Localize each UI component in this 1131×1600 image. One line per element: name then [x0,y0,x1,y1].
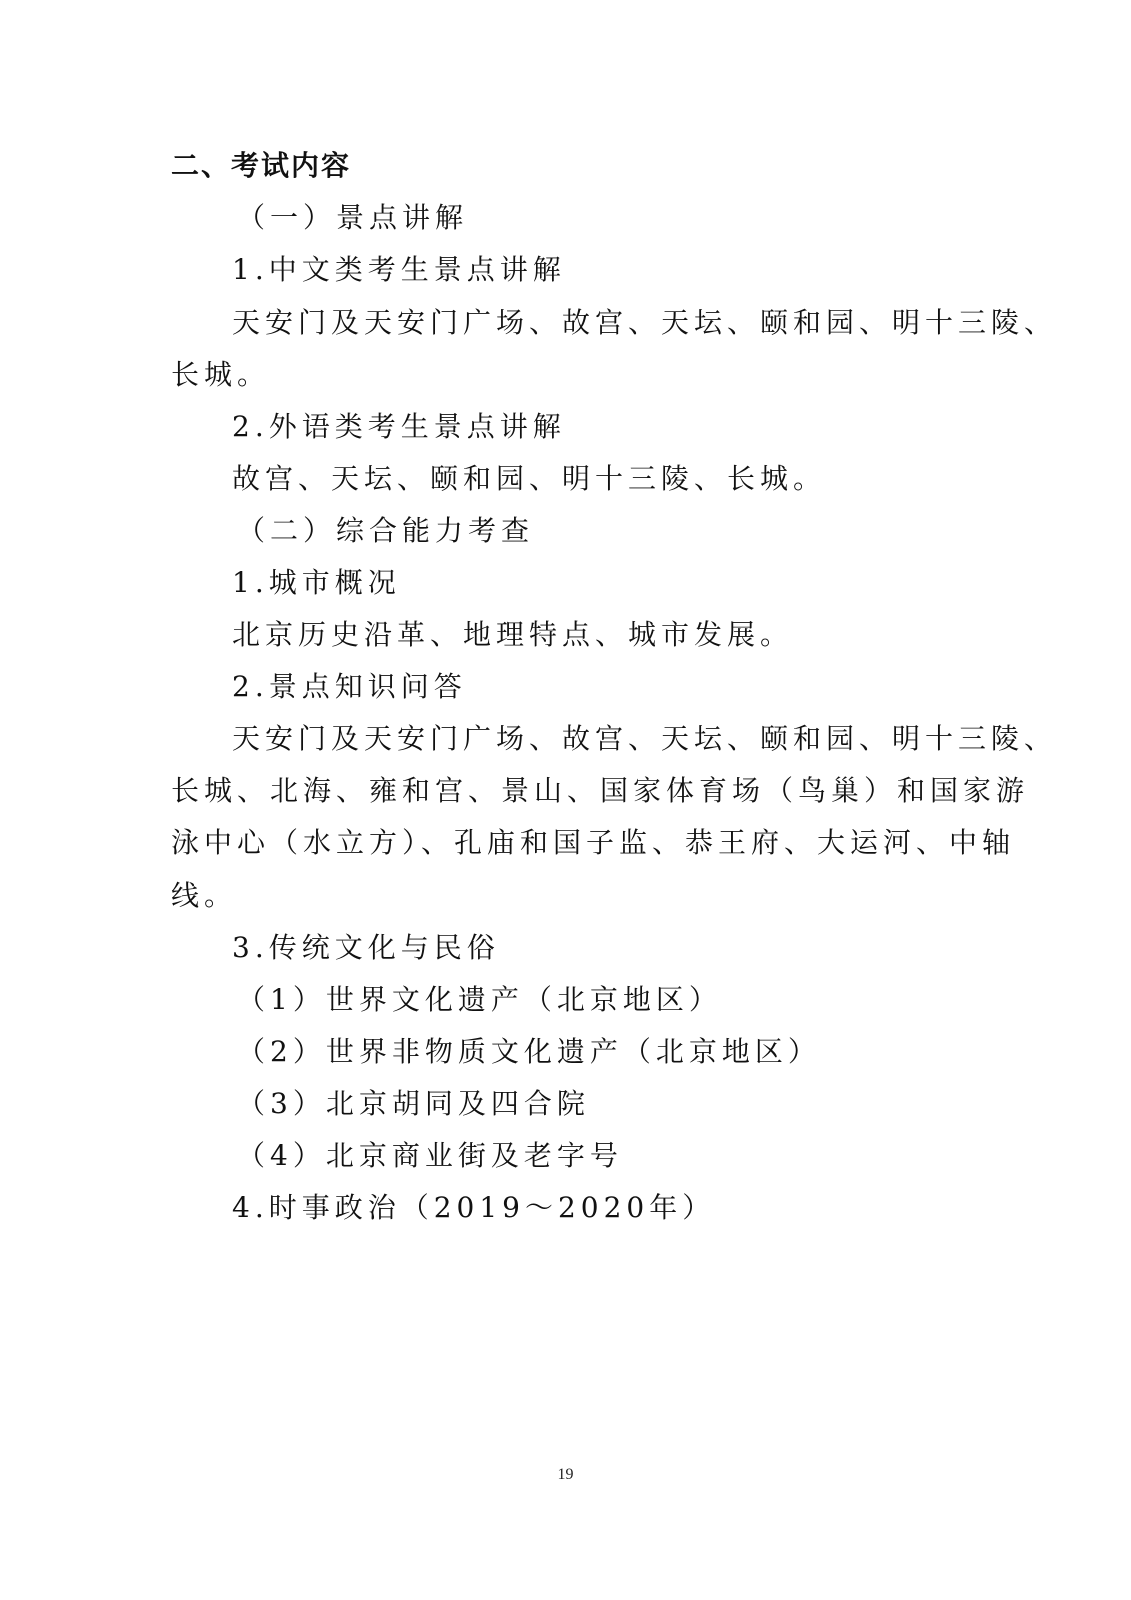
part2-item2-body-line1: 天安门及天安门广场、故宫、天坛、颐和园、明十三陵、 [232,722,1058,755]
part1-item1-body-line2: 长城。 [171,358,271,391]
part1-heading: （一）景点讲解 [237,201,469,234]
part2-item3-subitem: （2）世界非物质文化遗产（北京地区） [237,1035,821,1068]
part1-item2-body: 故宫、天坛、颐和园、明十三陵、长城。 [232,462,827,495]
part2-item3-title: 3.传统文化与民俗 [232,931,500,964]
part2-item2-body-line2: 长城、北海、雍和宫、景山、国家体育场（鸟巢）和国家游 [171,774,1030,807]
part1-item2-title: 2.外语类考生景点讲解 [232,410,566,443]
part2-item1-body: 北京历史沿革、地理特点、城市发展。 [232,618,794,651]
part2-item2-title: 2.景点知识问答 [232,670,467,703]
page-number: 19 [557,1466,574,1483]
part2-item3-subitem: （1）世界文化遗产（北京地区） [237,983,722,1016]
part2-item3-subitem: （4）北京商业街及老字号 [237,1139,623,1172]
part2-item3-subitem: （3）北京胡同及四合院 [237,1087,590,1120]
part1-item1-body-line1: 天安门及天安门广场、故宫、天坛、颐和园、明十三陵、 [232,306,1058,339]
part2-item2-body-line4: 线。 [171,879,238,912]
section-heading: 二、考试内容 [171,149,352,182]
part2-item4-title: 4.时事政治（2019～2020年） [232,1191,716,1224]
part1-item1-title: 1.中文类考生景点讲解 [232,253,566,286]
part2-item2-body-line3: 泳中心（水立方）、孔庙和国子监、恭王府、大运河、中轴 [171,826,1016,859]
part2-heading: （二）综合能力考查 [237,514,535,547]
part2-item1-title: 1.城市概况 [232,566,401,599]
